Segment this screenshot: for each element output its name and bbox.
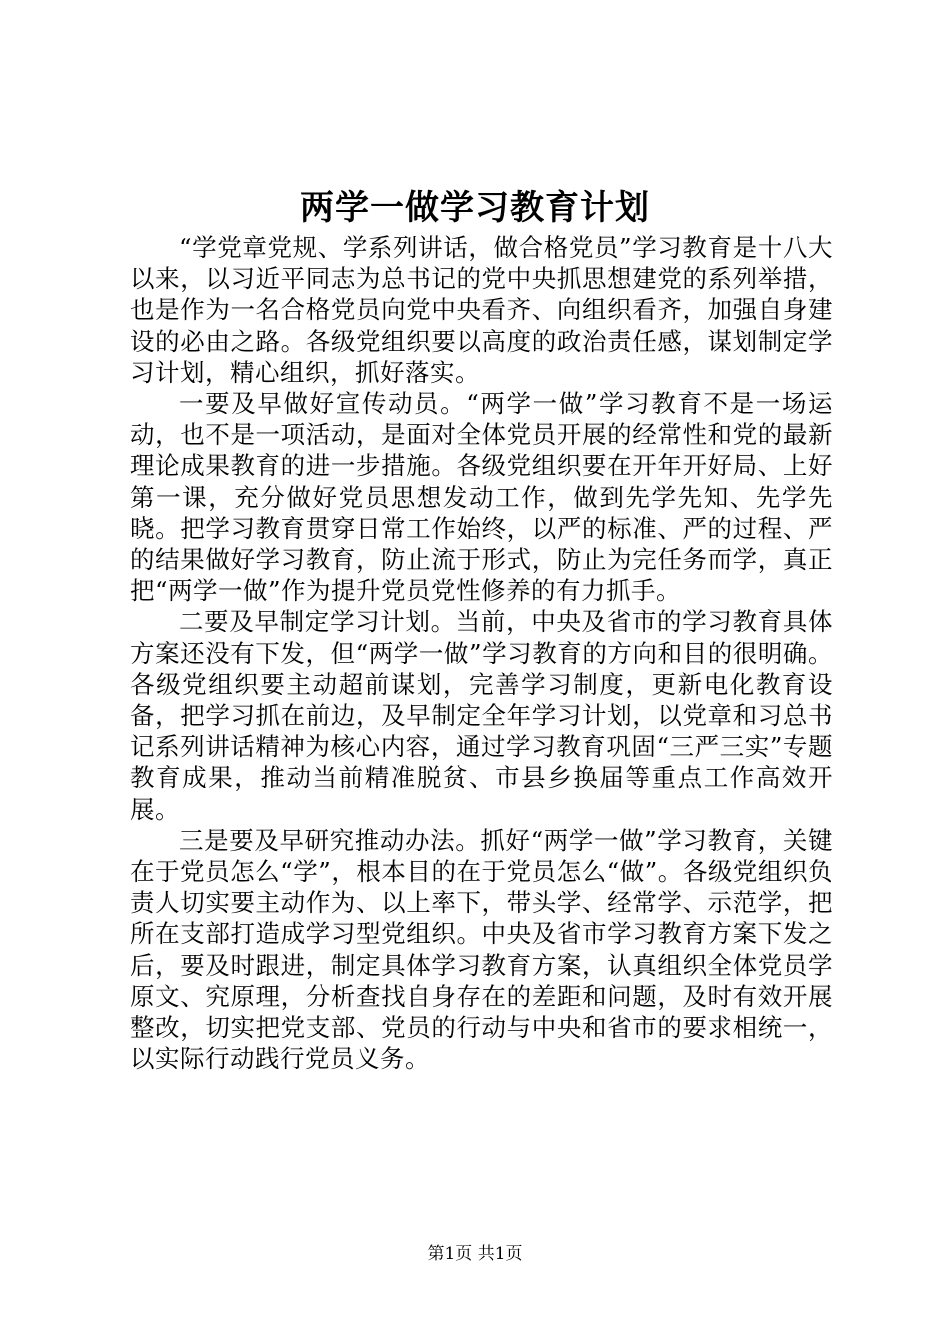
paragraph-point-three: 三是要及早研究推动办法。抓好“两学一做”学习教育，关键在于党员怎么“学”，根本目的在于党员怎么“做”。各级党组织负责人切实要主动作为、以上率下，带头学、经常学、示范学，把所在支部打造成学习型党组织。中央及省市学习教育方案下发之后，要及时跟进，制定具体学习教育方案，认真组织全体党员学原文、究原理，分析查找自身存在的差距和问题，及时有效开展整改，切实把党支部、党员的行动与中央和省市的要求相统一，以实际行动践行党员义务。 [130,825,833,1074]
paragraph-intro: “学党章党规、学系列讲话，做合格党员”学习教育是十八大以来，以习近平同志为总书记的党中央抓思想建党的系列举措，也是作为一名合格党员向党中央看齐、向组织看齐，加强自身建设的必由之路。各级党组织要以高度的政治责任感，谋划制定学习计划，精心组织，抓好落实。 [130,233,833,387]
document-title: 两学一做学习教育计划 [300,188,650,228]
page-number-footer: 第1页 共1页 [427,1244,523,1264]
paragraph-point-two: 二要及早制定学习计划。当前，中央及省市的学习教育具体方案还没有下发，但“两学一做”学习教育的方向和目的很明确。各级党组织要主动超前谋划，完善学习制度，更新电化教育设备，把学习抓在前边，及早制定全年学习计划，以党章和习总书记系列讲话精神为核心内容，通过学习教育巩固“三严三实”专题教育成果，推动当前精准脱贫、市县乡换届等重点工作高效开展。 [130,607,833,824]
paragraph-point-one: 一要及早做好宣传动员。“两学一做”学习教育不是一场运动，也不是一项活动，是面对全体党员开展的经常性和党的最新理论成果教育的进一步措施。各级党组织要在开年开好局、上好第一课，充分做好党员思想发动工作，做到先学先知、先学先晓。把学习教育贯穿日常工作始终，以严的标准、严的过程、严的结果做好学习教育，防止流于形式，防止为完任务而学，真正把“两学一做”作为提升党员党性修养的有力抓手。 [130,389,833,606]
document-body [130,232,833,1074]
